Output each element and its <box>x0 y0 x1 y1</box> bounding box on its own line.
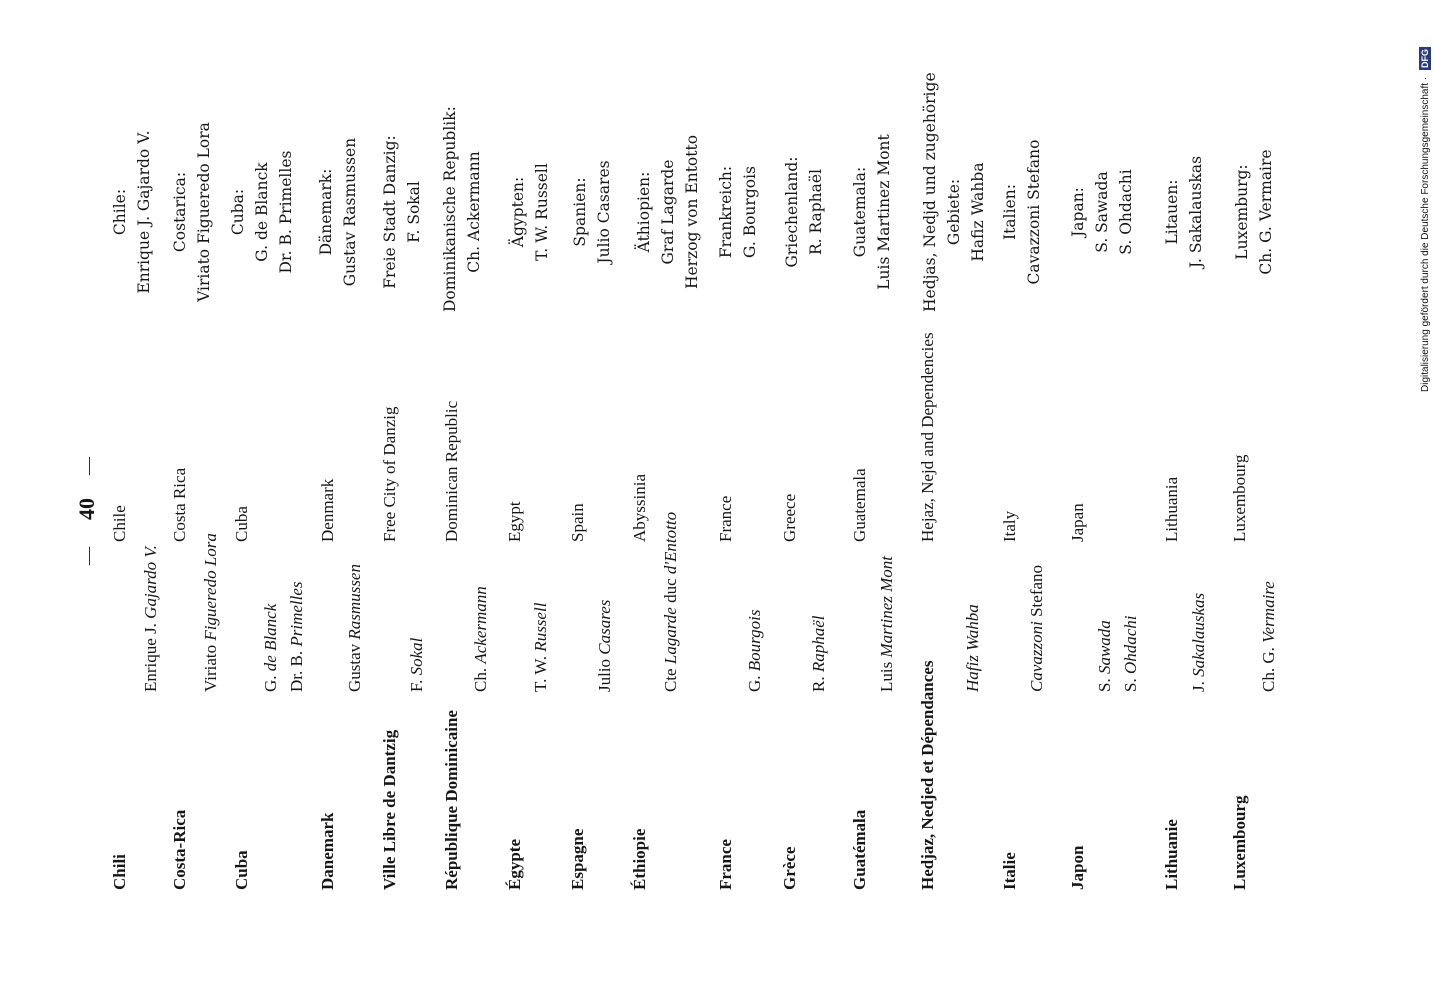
german-country-name: Griechenland: <box>783 156 801 268</box>
delegate-surname: Figueredo Lora <box>201 533 220 641</box>
french-delegate-name <box>1024 565 1049 692</box>
french-delegate-name <box>1186 593 1211 692</box>
german-entry <box>438 106 486 312</box>
delegate-surname: Sokal <box>407 637 426 676</box>
french-country-name: Égypte <box>505 839 524 890</box>
delegate-surname: de Blanck <box>261 603 280 672</box>
english-country-name: Japan <box>1068 503 1087 542</box>
delegate-prefix: Ch. G. <box>1259 642 1278 692</box>
delegate-prefix: T. W. <box>531 651 550 692</box>
french-delegate-name <box>258 604 283 692</box>
french-country-name: Grèce <box>780 846 799 890</box>
delegate-surname: Hafiz Wahba <box>963 604 982 692</box>
english-country-name: Costa Rica <box>170 467 189 542</box>
delegate-surname: Casares <box>595 599 614 655</box>
german-country-name: Hedjas, Nedjd und zugehörige <box>921 72 939 312</box>
french-delegate-name <box>528 603 553 692</box>
german-delegate-line: Herzog von Entotto <box>683 134 701 290</box>
german-country-name: Freie Stadt Danzig: <box>381 135 399 289</box>
french-country-name: République Dominicaine <box>442 710 461 890</box>
german-entry <box>998 112 1046 312</box>
delegate-surname: Gajardo V. <box>141 545 160 619</box>
delegate-prefix: Luis <box>877 657 896 692</box>
german-delegate-line: Enrique J. Gajardo V. <box>135 130 153 294</box>
french-country-name: Espagne <box>568 828 587 890</box>
english-country-name: Italy <box>1000 510 1019 542</box>
french-delegate-name <box>592 600 617 692</box>
french-country-name: Japon <box>1068 845 1087 890</box>
english-country-name: Abyssinia <box>630 474 649 542</box>
french-country-name: Costa-Rica <box>170 809 189 890</box>
german-entry <box>1066 112 1138 312</box>
german-country-name: Luxemburg: <box>1233 164 1251 260</box>
delegate-surname: Sawada <box>1095 620 1114 675</box>
german-entry <box>108 112 156 312</box>
french-delegate-name <box>806 616 831 693</box>
delegate-prefix: R. <box>809 672 828 692</box>
french-delegate-name <box>468 586 493 692</box>
german-delegate-line: J. Sakalauskas <box>1187 155 1205 269</box>
german-delegate-line: R. Raphaël <box>807 168 825 256</box>
english-country-name: Cuba <box>232 506 251 542</box>
german-delegate-line: T. W. Russell <box>533 163 551 261</box>
delegate-surname: Ackermann <box>471 586 490 664</box>
english-country-name: Denmark <box>318 478 337 542</box>
german-delegate-line: Dr. B. Primelles <box>277 150 295 274</box>
english-country-name: Greece <box>780 493 799 542</box>
french-country-name: Cuba <box>232 850 251 890</box>
english-country-name: Spain <box>568 503 587 542</box>
english-country-name: Guatemala <box>850 468 869 542</box>
french-delegate-name <box>1256 581 1281 692</box>
german-entry <box>848 112 896 312</box>
german-delegate-line: Graf Lagarde <box>659 159 677 265</box>
english-country-name: Luxembourg <box>1230 454 1249 542</box>
english-country-name: Egypt <box>505 501 524 542</box>
german-delegate-line: G. de Blanck <box>253 162 271 262</box>
english-country-name: Free City of Danzig <box>380 406 399 542</box>
delegate-prefix: Viriato <box>201 640 220 692</box>
delegate-prefix: F. <box>407 675 426 692</box>
delegate-prefix: G. <box>261 671 280 692</box>
german-delegate-line: Hafiz Wahba <box>969 162 987 262</box>
french-delegate-name <box>404 638 429 692</box>
french-country-name: Ville Libre de Dantzig <box>380 729 399 890</box>
german-country-name: Cuba: <box>229 188 247 236</box>
german-delegate-line: F. Sokal <box>405 181 423 243</box>
german-country-name: Ägypten: <box>509 176 527 248</box>
delegate-surname: Cavazzoni <box>1027 621 1046 692</box>
dfg-logo: DFG <box>1420 49 1430 69</box>
english-country-name: France <box>716 495 735 542</box>
german-country-name: Italien: <box>1001 184 1019 240</box>
german-country-name: Äthiopien: <box>635 171 653 253</box>
delegate-surname: Ohdachi <box>1121 615 1140 675</box>
french-delegate-name <box>342 564 367 692</box>
english-country-name: Dominican Republic <box>442 400 461 542</box>
delegate-surname: Raphaël <box>809 615 828 673</box>
german-entry <box>1230 112 1278 312</box>
german-entry <box>506 112 554 312</box>
german-country-name: Japan: <box>1069 187 1087 237</box>
german-delegate-line: Cavazzoni Stefano <box>1025 139 1043 285</box>
german-entry <box>226 112 298 312</box>
dfg-credit <box>1419 47 1432 392</box>
delegate-prefix: Enrique J. <box>141 618 160 692</box>
french-delegate-name <box>138 545 163 692</box>
english-country-name: Lithuania <box>1162 476 1181 542</box>
french-delegate-name <box>742 610 767 693</box>
french-country-name: Hedjaz, Nedjed et Dépendances <box>918 660 937 890</box>
delegate-surname: Primelles <box>287 581 306 647</box>
french-country-name: Guatémala <box>850 809 869 890</box>
german-delegate-line: Ch. Ackermann <box>465 151 483 273</box>
french-country-name: Éthiopie <box>630 828 649 890</box>
german-country-name: Dominikanische Republik: <box>441 106 459 312</box>
french-delegate-name <box>284 582 309 693</box>
german-country-name: Chile: <box>111 188 129 236</box>
german-delegate-line: Ch. G. Vermaire <box>1257 149 1275 275</box>
french-country-name: Lithuanie <box>1162 819 1181 890</box>
dfg-credit-text: Digitalisierung gefördert durch die Deutsche Forschungsgemeinschaft · <box>1420 74 1431 392</box>
german-entry <box>314 112 362 312</box>
german-country-name: Guatemala: <box>851 166 869 258</box>
french-delegate-name <box>960 604 985 692</box>
german-country-name: Litauen: <box>1163 179 1181 245</box>
german-country-name: Frankreich: <box>717 165 735 259</box>
german-country-name: Costarica: <box>171 171 189 253</box>
english-country-name: Hejaz, Nejd and Dependencies <box>918 332 937 542</box>
delegate-surname: Sakalauskas <box>1189 592 1208 677</box>
german-entry <box>714 112 762 312</box>
german-entry <box>632 112 704 312</box>
french-delegate-name <box>658 512 683 692</box>
french-delegate-name <box>874 556 899 692</box>
german-country-name: Dänemark: <box>317 168 335 256</box>
french-delegate-name <box>1092 620 1117 692</box>
delegate-prefix: J. <box>1189 676 1208 692</box>
german-delegate-line: Luis Martinez Mont <box>875 134 893 290</box>
delegate-prefix: Gustav <box>345 639 364 692</box>
german-delegate-line: Gustav Rasmussen <box>341 137 359 287</box>
delegate-prefix: Cte <box>661 664 680 692</box>
delegate-surname: Rasmussen <box>345 564 364 640</box>
delegate-prefix: S. <box>1121 674 1140 692</box>
german-entry <box>780 112 828 312</box>
german-entry <box>168 112 216 312</box>
delegate-surname: Bourgois <box>745 609 764 672</box>
page-number: 40 <box>74 498 99 520</box>
delegate-surname: Vermaire <box>1259 581 1278 643</box>
french-country-name: Luxembourg <box>1230 795 1249 890</box>
french-country-name: Danemark <box>318 812 337 890</box>
french-delegate-name <box>198 533 223 692</box>
french-country-name: Chili <box>110 854 129 890</box>
delegate-prefix: Dr. B. <box>287 646 306 692</box>
delegate-prefix: duc <box>661 574 680 608</box>
german-delegate-line: Viriato Figueredo Lora <box>195 122 213 302</box>
delegate-prefix: G. <box>745 671 764 692</box>
german-delegate-line: G. Bourgois <box>741 166 759 258</box>
delegate-surname: Lagarde <box>661 607 680 665</box>
delegate-surname: Martinez Mont <box>877 555 896 658</box>
delegate-prefix: Stefano <box>1027 564 1046 622</box>
german-delegate-line: S. Ohdachi <box>1117 169 1135 255</box>
page-dash-left: — <box>78 547 98 565</box>
german-delegate-line: S. Sawada <box>1093 171 1111 253</box>
german-delegate-line: Gebiete: <box>945 178 963 246</box>
delegate-prefix: S. <box>1095 674 1114 692</box>
delegate-surname: Russell <box>531 602 550 652</box>
french-country-name: Italie <box>1000 852 1019 890</box>
english-country-name: Chile <box>110 505 129 542</box>
delegate-prefix: Ch. <box>471 663 490 692</box>
german-entry <box>568 112 616 312</box>
german-delegate-line: Julio Casares <box>595 160 613 264</box>
german-entry <box>378 112 426 312</box>
page-dash-right: — <box>78 457 98 475</box>
french-delegate-name <box>1118 615 1143 692</box>
delegate-surname: d'Entotto <box>661 511 680 575</box>
german-country-name: Spanien: <box>571 177 589 247</box>
german-entry <box>1160 112 1208 312</box>
french-country-name: France <box>716 839 735 890</box>
delegate-prefix: Julio <box>595 654 614 692</box>
german-entry <box>918 72 990 312</box>
